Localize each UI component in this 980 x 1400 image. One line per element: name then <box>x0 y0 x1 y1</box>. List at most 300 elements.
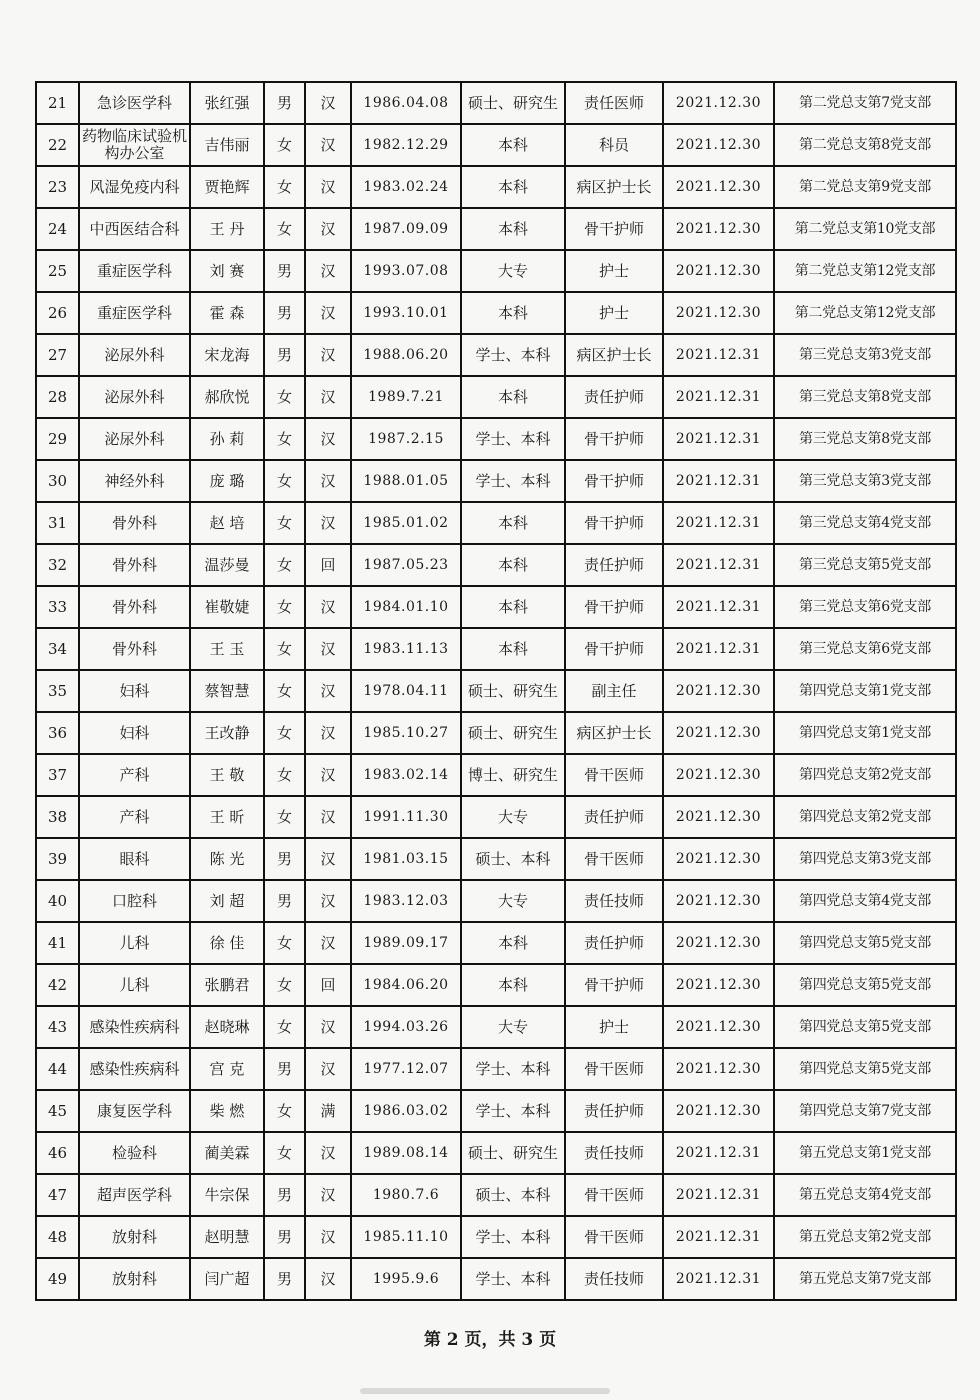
ethnicity-cell: 汉 <box>305 1132 351 1174</box>
row-number-cell: 24 <box>36 208 79 250</box>
position-cell: 护士 <box>565 1006 663 1048</box>
party-branch-cell: 第四党总支第3党支部 <box>774 838 956 880</box>
table-row <box>36 586 956 628</box>
position-cell: 责任护师 <box>565 922 663 964</box>
position-cell: 责任技师 <box>565 1258 663 1300</box>
row-number-cell: 26 <box>36 292 79 334</box>
department-cell: 神经外科 <box>79 460 190 502</box>
row-number-cell: 46 <box>36 1132 79 1174</box>
department-cell: 急诊医学科 <box>79 82 190 124</box>
table-row <box>36 670 956 712</box>
education-cell: 学士、本科 <box>461 1216 565 1258</box>
table-row <box>36 1216 956 1258</box>
name-cell: 闫广超 <box>190 1258 264 1300</box>
education-cell: 硕士、研究生 <box>461 670 565 712</box>
row-number-cell: 30 <box>36 460 79 502</box>
gender-cell: 男 <box>264 292 305 334</box>
party-branch-cell: 第四党总支第5党支部 <box>774 1048 956 1090</box>
position-cell: 骨干医师 <box>565 1174 663 1216</box>
join-date-cell: 2021.12.30 <box>663 880 774 922</box>
row-number-cell: 36 <box>36 712 79 754</box>
join-date-cell: 2021.12.30 <box>663 124 774 166</box>
join-date-cell: 2021.12.30 <box>663 796 774 838</box>
gender-cell: 女 <box>264 670 305 712</box>
row-number-cell: 27 <box>36 334 79 376</box>
position-cell: 责任护师 <box>565 544 663 586</box>
join-date-cell: 2021.12.31 <box>663 1132 774 1174</box>
row-number-cell: 43 <box>36 1006 79 1048</box>
position-cell: 副主任 <box>565 670 663 712</box>
page-number: 第 2 页，共 3 页 <box>423 1330 557 1350</box>
ethnicity-cell: 汉 <box>305 334 351 376</box>
name-cell: 蔺美霖 <box>190 1132 264 1174</box>
department-cell: 骨外科 <box>79 502 190 544</box>
join-date-cell: 2021.12.30 <box>663 670 774 712</box>
party-branch-cell: 第三党总支第5党支部 <box>774 544 956 586</box>
department-cell: 放射科 <box>79 1258 190 1300</box>
gender-cell: 女 <box>264 544 305 586</box>
gender-cell: 男 <box>264 250 305 292</box>
join-date-cell: 2021.12.31 <box>663 1216 774 1258</box>
ethnicity-cell: 汉 <box>305 250 351 292</box>
gender-cell: 女 <box>264 754 305 796</box>
roster-body <box>36 82 956 1300</box>
name-cell: 陈 光 <box>190 838 264 880</box>
gender-cell: 女 <box>264 922 305 964</box>
row-number-cell: 31 <box>36 502 79 544</box>
education-cell: 本科 <box>461 166 565 208</box>
table-row <box>36 1006 956 1048</box>
party-branch-cell: 第四党总支第1党支部 <box>774 712 956 754</box>
row-number-cell: 22 <box>36 124 79 166</box>
ethnicity-cell: 汉 <box>305 1006 351 1048</box>
name-cell: 赵 培 <box>190 502 264 544</box>
table-row <box>36 502 956 544</box>
department-cell: 泌尿外科 <box>79 418 190 460</box>
birth-date-cell: 1986.03.02 <box>351 1090 461 1132</box>
education-cell: 学士、本科 <box>461 1258 565 1300</box>
birth-date-cell: 1987.05.23 <box>351 544 461 586</box>
table-row <box>36 292 956 334</box>
party-branch-cell: 第二党总支第10党支部 <box>774 208 956 250</box>
join-date-cell: 2021.12.31 <box>663 334 774 376</box>
table-row <box>36 880 956 922</box>
name-cell: 孙 莉 <box>190 418 264 460</box>
birth-date-cell: 1993.10.01 <box>351 292 461 334</box>
party-branch-cell: 第三党总支第3党支部 <box>774 334 956 376</box>
party-branch-cell: 第二党总支第12党支部 <box>774 292 956 334</box>
row-number-cell: 29 <box>36 418 79 460</box>
name-cell: 郝欣悦 <box>190 376 264 418</box>
birth-date-cell: 1987.2.15 <box>351 418 461 460</box>
department-cell: 超声医学科 <box>79 1174 190 1216</box>
department-cell: 康复医学科 <box>79 1090 190 1132</box>
education-cell: 学士、本科 <box>461 1090 565 1132</box>
table-row <box>36 1174 956 1216</box>
ethnicity-cell: 汉 <box>305 880 351 922</box>
education-cell: 学士、本科 <box>461 334 565 376</box>
education-cell: 本科 <box>461 586 565 628</box>
table-row <box>36 1048 956 1090</box>
join-date-cell: 2021.12.30 <box>663 922 774 964</box>
education-cell: 大专 <box>461 250 565 292</box>
name-cell: 赵晓琳 <box>190 1006 264 1048</box>
party-branch-cell: 第四党总支第2党支部 <box>774 796 956 838</box>
ethnicity-cell: 汉 <box>305 712 351 754</box>
birth-date-cell: 1987.09.09 <box>351 208 461 250</box>
party-branch-cell: 第三党总支第4党支部 <box>774 502 956 544</box>
birth-date-cell: 1988.06.20 <box>351 334 461 376</box>
party-branch-cell: 第四党总支第1党支部 <box>774 670 956 712</box>
join-date-cell: 2021.12.31 <box>663 460 774 502</box>
department-cell: 放射科 <box>79 1216 190 1258</box>
ethnicity-cell: 汉 <box>305 208 351 250</box>
education-cell: 学士、本科 <box>461 418 565 460</box>
position-cell: 病区护士长 <box>565 334 663 376</box>
department-cell: 产科 <box>79 754 190 796</box>
position-cell: 骨干护师 <box>565 418 663 460</box>
gender-cell: 男 <box>264 838 305 880</box>
education-cell: 博士、研究生 <box>461 754 565 796</box>
join-date-cell: 2021.12.31 <box>663 418 774 460</box>
education-cell: 硕士、研究生 <box>461 712 565 754</box>
education-cell: 本科 <box>461 544 565 586</box>
birth-date-cell: 1983.02.24 <box>351 166 461 208</box>
ethnicity-cell: 汉 <box>305 838 351 880</box>
row-number-cell: 25 <box>36 250 79 292</box>
name-cell: 王 昕 <box>190 796 264 838</box>
table-row <box>36 460 956 502</box>
department-cell: 泌尿外科 <box>79 334 190 376</box>
birth-date-cell: 1989.7.21 <box>351 376 461 418</box>
table-row <box>36 418 956 460</box>
name-cell: 刘 赛 <box>190 250 264 292</box>
gender-cell: 女 <box>264 586 305 628</box>
department-cell: 泌尿外科 <box>79 376 190 418</box>
party-branch-cell: 第四党总支第5党支部 <box>774 964 956 1006</box>
birth-date-cell: 1977.12.07 <box>351 1048 461 1090</box>
row-number-cell: 41 <box>36 922 79 964</box>
name-cell: 贾艳辉 <box>190 166 264 208</box>
party-branch-cell: 第二党总支第8党支部 <box>774 124 956 166</box>
join-date-cell: 2021.12.31 <box>663 502 774 544</box>
position-cell: 责任护师 <box>565 1090 663 1132</box>
ethnicity-cell: 汉 <box>305 670 351 712</box>
party-branch-cell: 第三党总支第6党支部 <box>774 586 956 628</box>
name-cell: 宫 克 <box>190 1048 264 1090</box>
ethnicity-cell: 汉 <box>305 1216 351 1258</box>
department-cell: 中西医结合科 <box>79 208 190 250</box>
position-cell: 科员 <box>565 124 663 166</box>
gender-cell: 男 <box>264 334 305 376</box>
department-cell: 重症医学科 <box>79 292 190 334</box>
party-branch-cell: 第四党总支第7党支部 <box>774 1090 956 1132</box>
row-number-cell: 28 <box>36 376 79 418</box>
department-cell: 产科 <box>79 796 190 838</box>
gender-cell: 女 <box>264 628 305 670</box>
education-cell: 大专 <box>461 796 565 838</box>
table-row <box>36 628 956 670</box>
ethnicity-cell: 汉 <box>305 460 351 502</box>
gender-cell: 女 <box>264 1132 305 1174</box>
name-cell: 庞 璐 <box>190 460 264 502</box>
table-row <box>36 376 956 418</box>
education-cell: 本科 <box>461 292 565 334</box>
position-cell: 护士 <box>565 292 663 334</box>
ethnicity-cell: 汉 <box>305 376 351 418</box>
department-cell: 儿科 <box>79 964 190 1006</box>
ethnicity-cell: 汉 <box>305 124 351 166</box>
birth-date-cell: 1988.01.05 <box>351 460 461 502</box>
position-cell: 骨干医师 <box>565 1216 663 1258</box>
ethnicity-cell: 汉 <box>305 628 351 670</box>
birth-date-cell: 1981.03.15 <box>351 838 461 880</box>
row-number-cell: 35 <box>36 670 79 712</box>
table-row <box>36 796 956 838</box>
join-date-cell: 2021.12.30 <box>663 166 774 208</box>
name-cell: 王改静 <box>190 712 264 754</box>
row-number-cell: 34 <box>36 628 79 670</box>
department-cell: 检验科 <box>79 1132 190 1174</box>
ethnicity-cell: 汉 <box>305 586 351 628</box>
name-cell: 赵明慧 <box>190 1216 264 1258</box>
gender-cell: 女 <box>264 166 305 208</box>
position-cell: 责任护师 <box>565 376 663 418</box>
education-cell: 硕士、研究生 <box>461 1132 565 1174</box>
join-date-cell: 2021.12.30 <box>663 712 774 754</box>
join-date-cell: 2021.12.30 <box>663 82 774 124</box>
name-cell: 王 丹 <box>190 208 264 250</box>
department-cell: 妇科 <box>79 712 190 754</box>
join-date-cell: 2021.12.31 <box>663 544 774 586</box>
ethnicity-cell: 汉 <box>305 796 351 838</box>
join-date-cell: 2021.12.30 <box>663 208 774 250</box>
position-cell: 病区护士长 <box>565 166 663 208</box>
birth-date-cell: 1989.09.17 <box>351 922 461 964</box>
party-branch-cell: 第三党总支第8党支部 <box>774 376 956 418</box>
position-cell: 骨干护师 <box>565 208 663 250</box>
name-cell: 蔡智慧 <box>190 670 264 712</box>
table-row <box>36 712 956 754</box>
education-cell: 本科 <box>461 964 565 1006</box>
gender-cell: 男 <box>264 880 305 922</box>
birth-date-cell: 1982.12.29 <box>351 124 461 166</box>
department-cell: 骨外科 <box>79 586 190 628</box>
table-row <box>36 124 956 166</box>
birth-date-cell: 1993.07.08 <box>351 250 461 292</box>
table-row <box>36 544 956 586</box>
party-branch-cell: 第三党总支第3党支部 <box>774 460 956 502</box>
join-date-cell: 2021.12.30 <box>663 250 774 292</box>
department-cell: 药物临床试验机构办公室 <box>79 124 190 166</box>
party-branch-cell: 第五党总支第7党支部 <box>774 1258 956 1300</box>
row-number-cell: 37 <box>36 754 79 796</box>
position-cell: 骨干护师 <box>565 964 663 1006</box>
join-date-cell: 2021.12.30 <box>663 754 774 796</box>
ethnicity-cell: 汉 <box>305 1048 351 1090</box>
party-branch-cell: 第三党总支第8党支部 <box>774 418 956 460</box>
ethnicity-cell: 汉 <box>305 418 351 460</box>
row-number-cell: 21 <box>36 82 79 124</box>
join-date-cell: 2021.12.31 <box>663 1258 774 1300</box>
gender-cell: 女 <box>264 796 305 838</box>
party-branch-cell: 第四党总支第5党支部 <box>774 922 956 964</box>
education-cell: 学士、本科 <box>461 460 565 502</box>
gender-cell: 女 <box>264 376 305 418</box>
row-number-cell: 47 <box>36 1174 79 1216</box>
join-date-cell: 2021.12.30 <box>663 1048 774 1090</box>
join-date-cell: 2021.12.31 <box>663 628 774 670</box>
ethnicity-cell: 汉 <box>305 292 351 334</box>
ethnicity-cell: 汉 <box>305 754 351 796</box>
gender-cell: 女 <box>264 964 305 1006</box>
row-number-cell: 48 <box>36 1216 79 1258</box>
party-branch-cell: 第二党总支第9党支部 <box>774 166 956 208</box>
birth-date-cell: 1994.03.26 <box>351 1006 461 1048</box>
row-number-cell: 42 <box>36 964 79 1006</box>
ethnicity-cell: 汉 <box>305 1174 351 1216</box>
gender-cell: 女 <box>264 124 305 166</box>
birth-date-cell: 1991.11.30 <box>351 796 461 838</box>
party-branch-cell: 第三党总支第6党支部 <box>774 628 956 670</box>
table-row <box>36 964 956 1006</box>
education-cell: 大专 <box>461 880 565 922</box>
party-branch-cell: 第二党总支第7党支部 <box>774 82 956 124</box>
education-cell: 硕士、本科 <box>461 1174 565 1216</box>
position-cell: 病区护士长 <box>565 712 663 754</box>
row-number-cell: 32 <box>36 544 79 586</box>
gender-cell: 男 <box>264 1174 305 1216</box>
table-row <box>36 1258 956 1300</box>
department-cell: 骨外科 <box>79 628 190 670</box>
name-cell: 张鹏君 <box>190 964 264 1006</box>
birth-date-cell: 1978.04.11 <box>351 670 461 712</box>
ethnicity-cell: 汉 <box>305 166 351 208</box>
table-row <box>36 82 956 124</box>
table-row <box>36 838 956 880</box>
party-branch-cell: 第四党总支第5党支部 <box>774 1006 956 1048</box>
party-branch-cell: 第五党总支第4党支部 <box>774 1174 956 1216</box>
join-date-cell: 2021.12.30 <box>663 1006 774 1048</box>
gender-cell: 男 <box>264 1258 305 1300</box>
name-cell: 王 敬 <box>190 754 264 796</box>
position-cell: 护士 <box>565 250 663 292</box>
position-cell: 责任医师 <box>565 82 663 124</box>
party-branch-cell: 第五党总支第1党支部 <box>774 1132 956 1174</box>
gender-cell: 女 <box>264 1006 305 1048</box>
birth-date-cell: 1985.11.10 <box>351 1216 461 1258</box>
ethnicity-cell: 汉 <box>305 82 351 124</box>
join-date-cell: 2021.12.30 <box>663 1090 774 1132</box>
join-date-cell: 2021.12.30 <box>663 838 774 880</box>
birth-date-cell: 1983.12.03 <box>351 880 461 922</box>
name-cell: 吉伟丽 <box>190 124 264 166</box>
department-cell: 感染性疾病科 <box>79 1006 190 1048</box>
gender-cell: 女 <box>264 712 305 754</box>
table-row <box>36 208 956 250</box>
ethnicity-cell: 满 <box>305 1090 351 1132</box>
name-cell: 霍 森 <box>190 292 264 334</box>
birth-date-cell: 1984.01.10 <box>351 586 461 628</box>
row-number-cell: 40 <box>36 880 79 922</box>
ethnicity-cell: 汉 <box>305 1258 351 1300</box>
gender-cell: 男 <box>264 82 305 124</box>
party-branch-cell: 第五党总支第2党支部 <box>774 1216 956 1258</box>
ethnicity-cell: 回 <box>305 964 351 1006</box>
position-cell: 骨干护师 <box>565 502 663 544</box>
name-cell: 徐 佳 <box>190 922 264 964</box>
gender-cell: 男 <box>264 1048 305 1090</box>
table-row <box>36 754 956 796</box>
birth-date-cell: 1980.7.6 <box>351 1174 461 1216</box>
department-cell: 骨外科 <box>79 544 190 586</box>
join-date-cell: 2021.12.30 <box>663 964 774 1006</box>
row-number-cell: 39 <box>36 838 79 880</box>
birth-date-cell: 1983.02.14 <box>351 754 461 796</box>
birth-date-cell: 1986.04.08 <box>351 82 461 124</box>
table-row <box>36 922 956 964</box>
position-cell: 责任技师 <box>565 1132 663 1174</box>
position-cell: 骨干护师 <box>565 628 663 670</box>
join-date-cell: 2021.12.31 <box>663 376 774 418</box>
position-cell: 骨干医师 <box>565 754 663 796</box>
gender-cell: 女 <box>264 460 305 502</box>
position-cell: 骨干护师 <box>565 586 663 628</box>
ethnicity-cell: 回 <box>305 544 351 586</box>
department-cell: 眼科 <box>79 838 190 880</box>
name-cell: 王 玉 <box>190 628 264 670</box>
join-date-cell: 2021.12.31 <box>663 1174 774 1216</box>
row-number-cell: 38 <box>36 796 79 838</box>
position-cell: 责任护师 <box>565 796 663 838</box>
row-number-cell: 44 <box>36 1048 79 1090</box>
birth-date-cell: 1984.06.20 <box>351 964 461 1006</box>
party-branch-cell: 第二党总支第12党支部 <box>774 250 956 292</box>
party-branch-cell: 第四党总支第2党支部 <box>774 754 956 796</box>
name-cell: 张红强 <box>190 82 264 124</box>
table-row <box>36 1132 956 1174</box>
position-cell: 责任技师 <box>565 880 663 922</box>
name-cell: 牛宗保 <box>190 1174 264 1216</box>
scan-artifact <box>360 1388 610 1394</box>
party-branch-cell: 第四党总支第4党支部 <box>774 880 956 922</box>
position-cell: 骨干医师 <box>565 1048 663 1090</box>
department-cell: 儿科 <box>79 922 190 964</box>
education-cell: 本科 <box>461 208 565 250</box>
education-cell: 硕士、本科 <box>461 838 565 880</box>
name-cell: 崔敬婕 <box>190 586 264 628</box>
birth-date-cell: 1983.11.13 <box>351 628 461 670</box>
join-date-cell: 2021.12.30 <box>663 292 774 334</box>
education-cell: 学士、本科 <box>461 1048 565 1090</box>
birth-date-cell: 1995.9.6 <box>351 1258 461 1300</box>
position-cell: 骨干护师 <box>565 460 663 502</box>
gender-cell: 女 <box>264 208 305 250</box>
gender-cell: 女 <box>264 418 305 460</box>
birth-date-cell: 1985.01.02 <box>351 502 461 544</box>
department-cell: 重症医学科 <box>79 250 190 292</box>
table-row <box>36 334 956 376</box>
education-cell: 硕士、研究生 <box>461 82 565 124</box>
ethnicity-cell: 汉 <box>305 502 351 544</box>
birth-date-cell: 1985.10.27 <box>351 712 461 754</box>
birth-date-cell: 1989.08.14 <box>351 1132 461 1174</box>
join-date-cell: 2021.12.31 <box>663 586 774 628</box>
table-row <box>36 1090 956 1132</box>
department-cell: 妇科 <box>79 670 190 712</box>
gender-cell: 女 <box>264 502 305 544</box>
table-row <box>36 166 956 208</box>
